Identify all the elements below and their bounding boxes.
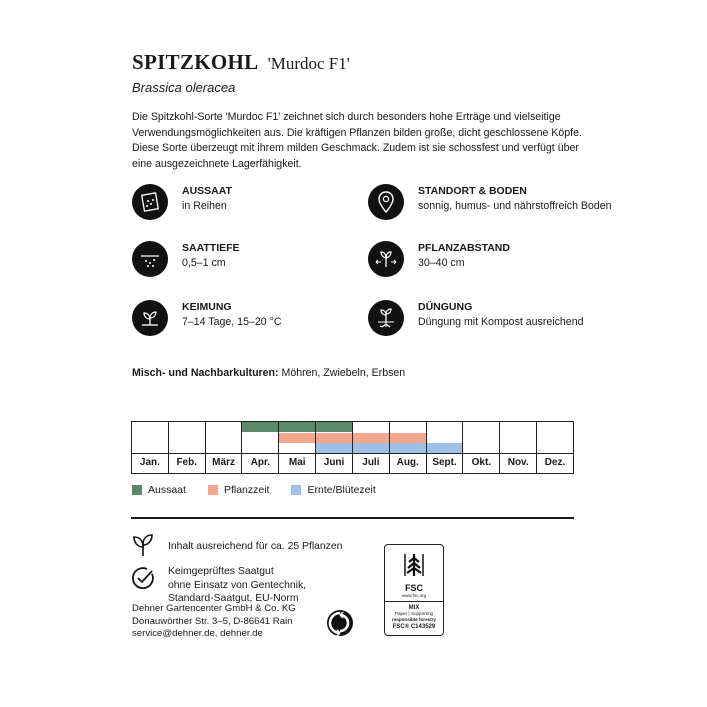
section-divider bbox=[131, 517, 574, 519]
leaves-icon bbox=[130, 532, 156, 558]
ernte-band bbox=[390, 443, 426, 453]
calendar-month bbox=[132, 422, 169, 473]
legend-label: Aussaat bbox=[148, 484, 186, 496]
company-line: service@dehner.de, dehner.de bbox=[132, 628, 263, 640]
calendar-cell bbox=[206, 422, 242, 454]
pflanzzeit-band bbox=[353, 433, 389, 443]
company-address bbox=[132, 603, 296, 641]
calendar-cell bbox=[316, 422, 352, 454]
location-pin-icon bbox=[368, 184, 404, 220]
calendar-cell bbox=[242, 422, 278, 454]
calendar-month bbox=[316, 422, 353, 473]
check-circle-icon bbox=[130, 565, 156, 591]
calendar-month bbox=[463, 422, 500, 473]
seed-depth-icon bbox=[132, 241, 168, 277]
feature-title: KEIMUNG bbox=[182, 301, 232, 313]
calendar-cell bbox=[500, 422, 536, 454]
calendar-month bbox=[390, 422, 427, 473]
month-label: Nov. bbox=[507, 457, 529, 468]
calendar-cell bbox=[279, 422, 315, 454]
product-title bbox=[132, 50, 350, 75]
quality-line: ohne Einsatz von Gentechnik, bbox=[168, 579, 307, 591]
calendar-month bbox=[242, 422, 279, 473]
companion-plants bbox=[132, 367, 405, 379]
pflanzzeit-band bbox=[390, 433, 426, 443]
month-label: Dez. bbox=[544, 457, 566, 468]
month-label: Jan. bbox=[139, 457, 160, 468]
companion-value: Möhren, Zwiebeln, Erbsen bbox=[281, 367, 406, 379]
green-dot-recycling-icon bbox=[326, 609, 354, 637]
fsc-url: www.fsc.org bbox=[401, 593, 427, 598]
legend-swatch bbox=[291, 485, 301, 495]
seed-packet-icon bbox=[132, 184, 168, 220]
month-label: Juni bbox=[323, 457, 345, 468]
company-line: Dehner Gartencenter GmbH & Co. KG bbox=[132, 603, 296, 614]
month-label: Sept. bbox=[432, 457, 457, 468]
calendar-month bbox=[537, 422, 573, 473]
legend-label: Ernte/Blütezeit bbox=[307, 484, 376, 496]
pflanzzeit-band bbox=[279, 433, 315, 443]
companion-label: Misch- und Nachbarkulturen: bbox=[132, 367, 279, 379]
cultivar-name: 'Murdoc F1' bbox=[267, 54, 350, 73]
legend-item bbox=[208, 484, 270, 496]
month-label: Apr. bbox=[250, 457, 271, 468]
aussaat-band bbox=[316, 422, 352, 432]
fsc-label bbox=[384, 544, 444, 636]
legend-swatch bbox=[208, 485, 218, 495]
feature-title: PFLANZABSTAND bbox=[418, 242, 510, 254]
feature-title: STANDORT & BODEN bbox=[418, 185, 527, 197]
calendar-cell bbox=[353, 422, 389, 454]
fsc-paper-line: Paper | Supporting bbox=[394, 611, 434, 616]
quality-line: Keimgeprüftes Saatgut bbox=[168, 566, 274, 577]
description: Die Spitzkohl-Sorte 'Murdoc F1' zeichnet sich durch besonders hohe Erträge und vielseitige Verwendungsmöglichkeiten aus. Die kräftigen Pflanzen bilden große, dicht geschlossene Köpfe. Diese Sorte überzeugt mit ihrem milden Geschmack. Zudem ist sie schossfest und verfügt über eine ausgezeichnete Lagerfähigkeit. bbox=[132, 111, 582, 170]
plant-spacing-icon bbox=[368, 241, 404, 277]
month-label: Okt. bbox=[471, 457, 492, 468]
fsc-tree-logo-icon bbox=[385, 550, 443, 585]
calendar-month bbox=[500, 422, 537, 473]
calendar-cell bbox=[169, 422, 205, 454]
calendar-cell bbox=[390, 422, 426, 454]
quality-note bbox=[168, 565, 306, 606]
calendar-month bbox=[353, 422, 390, 473]
product-name: SPITZKOHL bbox=[132, 50, 259, 74]
aussaat-band bbox=[279, 422, 315, 432]
legend-swatch bbox=[132, 485, 142, 495]
aussaat-band bbox=[242, 422, 278, 432]
feature-title: SAATTIEFE bbox=[182, 242, 240, 254]
calendar-cell bbox=[132, 422, 168, 454]
month-label: Juli bbox=[362, 457, 380, 468]
pflanzzeit-band bbox=[316, 433, 352, 443]
sprout-icon bbox=[132, 300, 168, 336]
feature-text: in Reihen bbox=[182, 200, 227, 212]
month-label: März bbox=[212, 457, 235, 468]
fsc-paper-line: responsible forestry bbox=[391, 616, 437, 622]
feature-text: 0,5–1 cm bbox=[182, 257, 226, 269]
ernte-band bbox=[353, 443, 389, 453]
feature-text: 7–14 Tage, 15–20 °C bbox=[182, 316, 282, 328]
feature-title: DÜNGUNG bbox=[418, 301, 473, 313]
company-line: Donauwörther Str. 3–5, D-86641 Rain bbox=[132, 615, 293, 627]
feature-text: 30–40 cm bbox=[418, 257, 465, 269]
calendar-month bbox=[427, 422, 464, 473]
fsc-logo-text: FSC bbox=[405, 583, 423, 593]
ernte-band bbox=[427, 443, 463, 453]
feature-text: Düngung mit Kompost ausreichend bbox=[418, 316, 584, 328]
legend-item bbox=[291, 484, 375, 496]
calendar-month bbox=[279, 422, 316, 473]
calendar-month bbox=[169, 422, 206, 473]
calendar-cell bbox=[427, 422, 463, 454]
ernte-band bbox=[316, 443, 352, 453]
month-label: Mai bbox=[288, 457, 306, 468]
feature-title: AUSSAAT bbox=[182, 185, 232, 197]
latin-name: Brassica oleracea bbox=[132, 80, 236, 95]
fertilizer-icon bbox=[368, 300, 404, 336]
sowing-calendar bbox=[131, 421, 574, 474]
calendar-legend bbox=[132, 484, 398, 496]
calendar-cell bbox=[537, 422, 573, 454]
quality-line: Standard-Saatgut, EU-Norm bbox=[168, 593, 299, 604]
month-label: Aug. bbox=[396, 457, 419, 468]
calendar-cell bbox=[463, 422, 499, 454]
content-note: Inhalt ausreichend für ca. 25 Pflanzen bbox=[168, 541, 343, 552]
legend-item bbox=[132, 484, 186, 496]
calendar-month bbox=[206, 422, 243, 473]
fsc-license: FSC® C143529 bbox=[392, 624, 436, 631]
month-label: Feb. bbox=[176, 457, 198, 468]
fsc-mix: MIX bbox=[385, 601, 443, 611]
feature-text: sonnig, humus- und nährstoffreich Boden bbox=[418, 200, 612, 212]
legend-label: Pflanzzeit bbox=[223, 484, 270, 496]
